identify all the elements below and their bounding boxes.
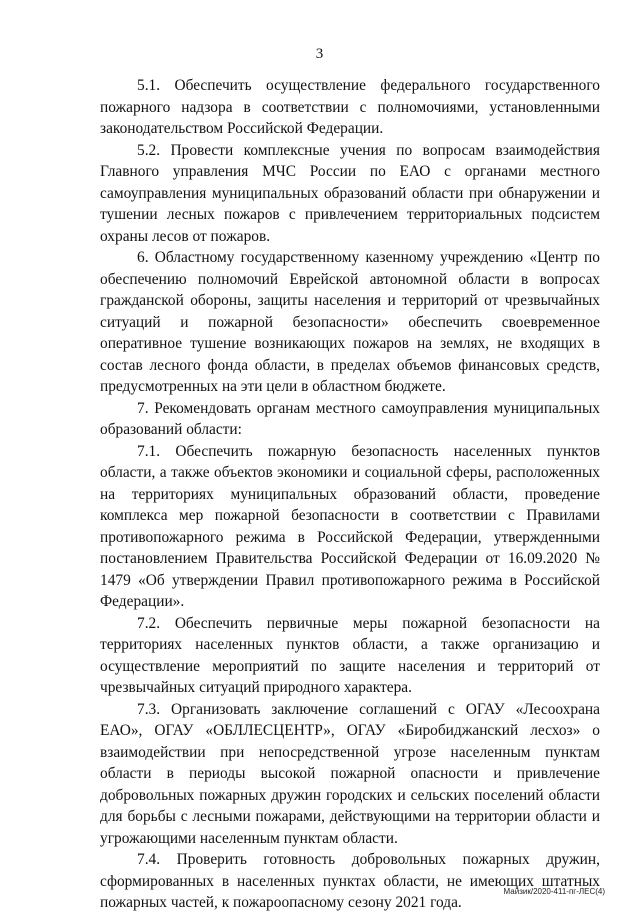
paragraph-7-1: 7.1. Обеспечить пожарную безопасность населенных пунктов области, а также объектов экономики и социальной сферы, расположенных на территориях муниципальных образований области, проведение комплекса мер пожарной безопасности в соответствии с Правилами противопожарного режима в Российской Федерации, утвержденными постановлением Правительства Российской Федерации от 16.09.2020 № 1479 «Об утверждении Правил противопожарного режима в Российской Федерации».	[100, 442, 600, 610]
paragraph-7-3: 7.3. Организовать заключение соглашений с ОГАУ «Лесоохрана ЕАО», ОГАУ «ОБЛЛЕСЦЕНТР», ОГАУ «Биробиджанский лесхоз» о взаимодействии при непосредственной угрозе населенным пунктам области в периоды высокой пожарной опасности и привлечение добровольных пожарных дружин городских и сельских поселений области для борьбы с лесными пожарами, действующими на территории области и угрожающими населенным пунктам области.	[100, 700, 600, 847]
paragraph-7: 7. Рекомендовать органам местного самоуправления муниципальных образований области:	[100, 399, 600, 438]
paragraph-5-1: 5.1. Обеспечить осуществление федерального государственного пожарного надзора в соответствии с полномочиями, установленными законодательством Российской Федерации.	[100, 77, 600, 137]
document-body	[100, 75, 600, 914]
paragraph-5-2: 5.2. Провести комплексные учения по вопросам взаимодействия Главного управления МЧС России по ЕАО с органами местного самоуправления муниципальных образований области при обнаружении и тушении лесных пожаров с привлечением территориальных подсистем охраны лесов от пожаров.	[100, 141, 600, 245]
paragraph-7-2: 7.2. Обеспечить первичные меры пожарной безопасности на территориях населенных пунктов области, а также организацию и осуществление мероприятий по защите населения и территорий от чрезвычайных ситуаций природного характера.	[100, 614, 600, 696]
page-number: 3	[315, 46, 324, 62]
paragraph-7-4: 7.4. Проверить готовность добровольных пожарных дружин, сформированных в населенных пунктах области, не имеющих штатных пожарных частей, к пожароопасному сезону 2021 года.	[100, 851, 600, 911]
document-footer-code: Майзик/2020-411-пг-ЛЕС(4)	[503, 887, 605, 896]
paragraph-6: 6. Областному государственному казенному учреждению «Центр по обеспечению полномочий Еврейской автономной области в вопросах гражданской обороны, защиты населения и территорий от чрезвычайных ситуаций и пожарной безопасности» обеспечить своевременное оперативное тушение возникающих пожаров на землях, не входящих в состав лесного фонда области, в пределах объемов финансовых средств, предусмотренных на эти цели в областном бюджете.	[100, 249, 600, 395]
